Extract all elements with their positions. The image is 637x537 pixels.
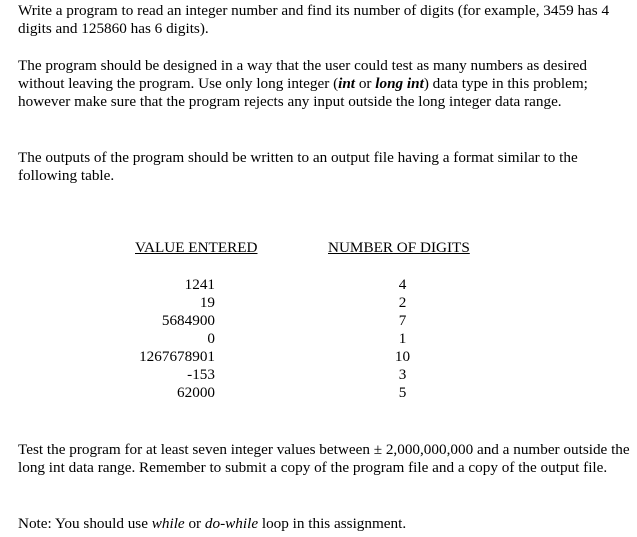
value-cell: -153 <box>187 366 215 383</box>
digits-cell: 4 <box>398 276 407 293</box>
digits-cell: 5 <box>398 384 407 401</box>
keyword-do-while: do-while <box>204 515 259 532</box>
requirements-text-1: The program should be designed in a way that the user could test as many numbers as desired without leaving the program. Use only long integer ( <box>18 57 587 92</box>
digits-cell: 10 <box>394 348 411 365</box>
type-int: int <box>338 75 356 92</box>
value-cell: 1267678901 <box>139 348 215 365</box>
type-long-int: long int <box>375 75 424 92</box>
value-cell: 5684900 <box>161 312 215 329</box>
header-value-entered: VALUE ENTERED <box>135 239 258 256</box>
value-cell: 1241 <box>184 276 215 293</box>
keyword-while: while <box>151 515 185 532</box>
digits-cell: 3 <box>398 366 407 383</box>
digits-cell: 1 <box>398 330 407 347</box>
digits-cell: 7 <box>398 312 407 329</box>
note-suffix: loop in this assignment. <box>258 515 407 532</box>
testing-paragraph: Test the program for at least seven integer values between ± 2,000,000,000 and a number outside the long int data range. Remember to submit a copy of the program file and a copy of the output file. <box>18 441 630 476</box>
note-paragraph <box>18 515 630 533</box>
value-cell: 62000 <box>177 384 215 401</box>
value-column <box>100 276 215 402</box>
output-spec-paragraph: The outputs of the program should be written to an output file having a format similar to the following table. <box>18 149 578 184</box>
requirements-text-2: ) data type in this problem; however make sure that the program rejects any input outside the long integer data range. <box>18 75 588 110</box>
digits-cell: 2 <box>398 294 407 311</box>
requirements-paragraph <box>18 57 630 111</box>
note-prefix: Note: You should use <box>18 515 152 532</box>
value-cell: 0 <box>207 330 215 347</box>
intro-paragraph: Write a program to read an integer number and find its number of digits (for example, 3459 has 4 digits and 125860 has 6 digits). <box>18 2 610 37</box>
header-number-of-digits: NUMBER OF DIGITS <box>328 239 470 256</box>
requirements-or: or <box>355 75 376 92</box>
value-cell: 19 <box>199 294 215 311</box>
note-middle: or <box>184 515 205 532</box>
digits-column <box>380 276 425 402</box>
